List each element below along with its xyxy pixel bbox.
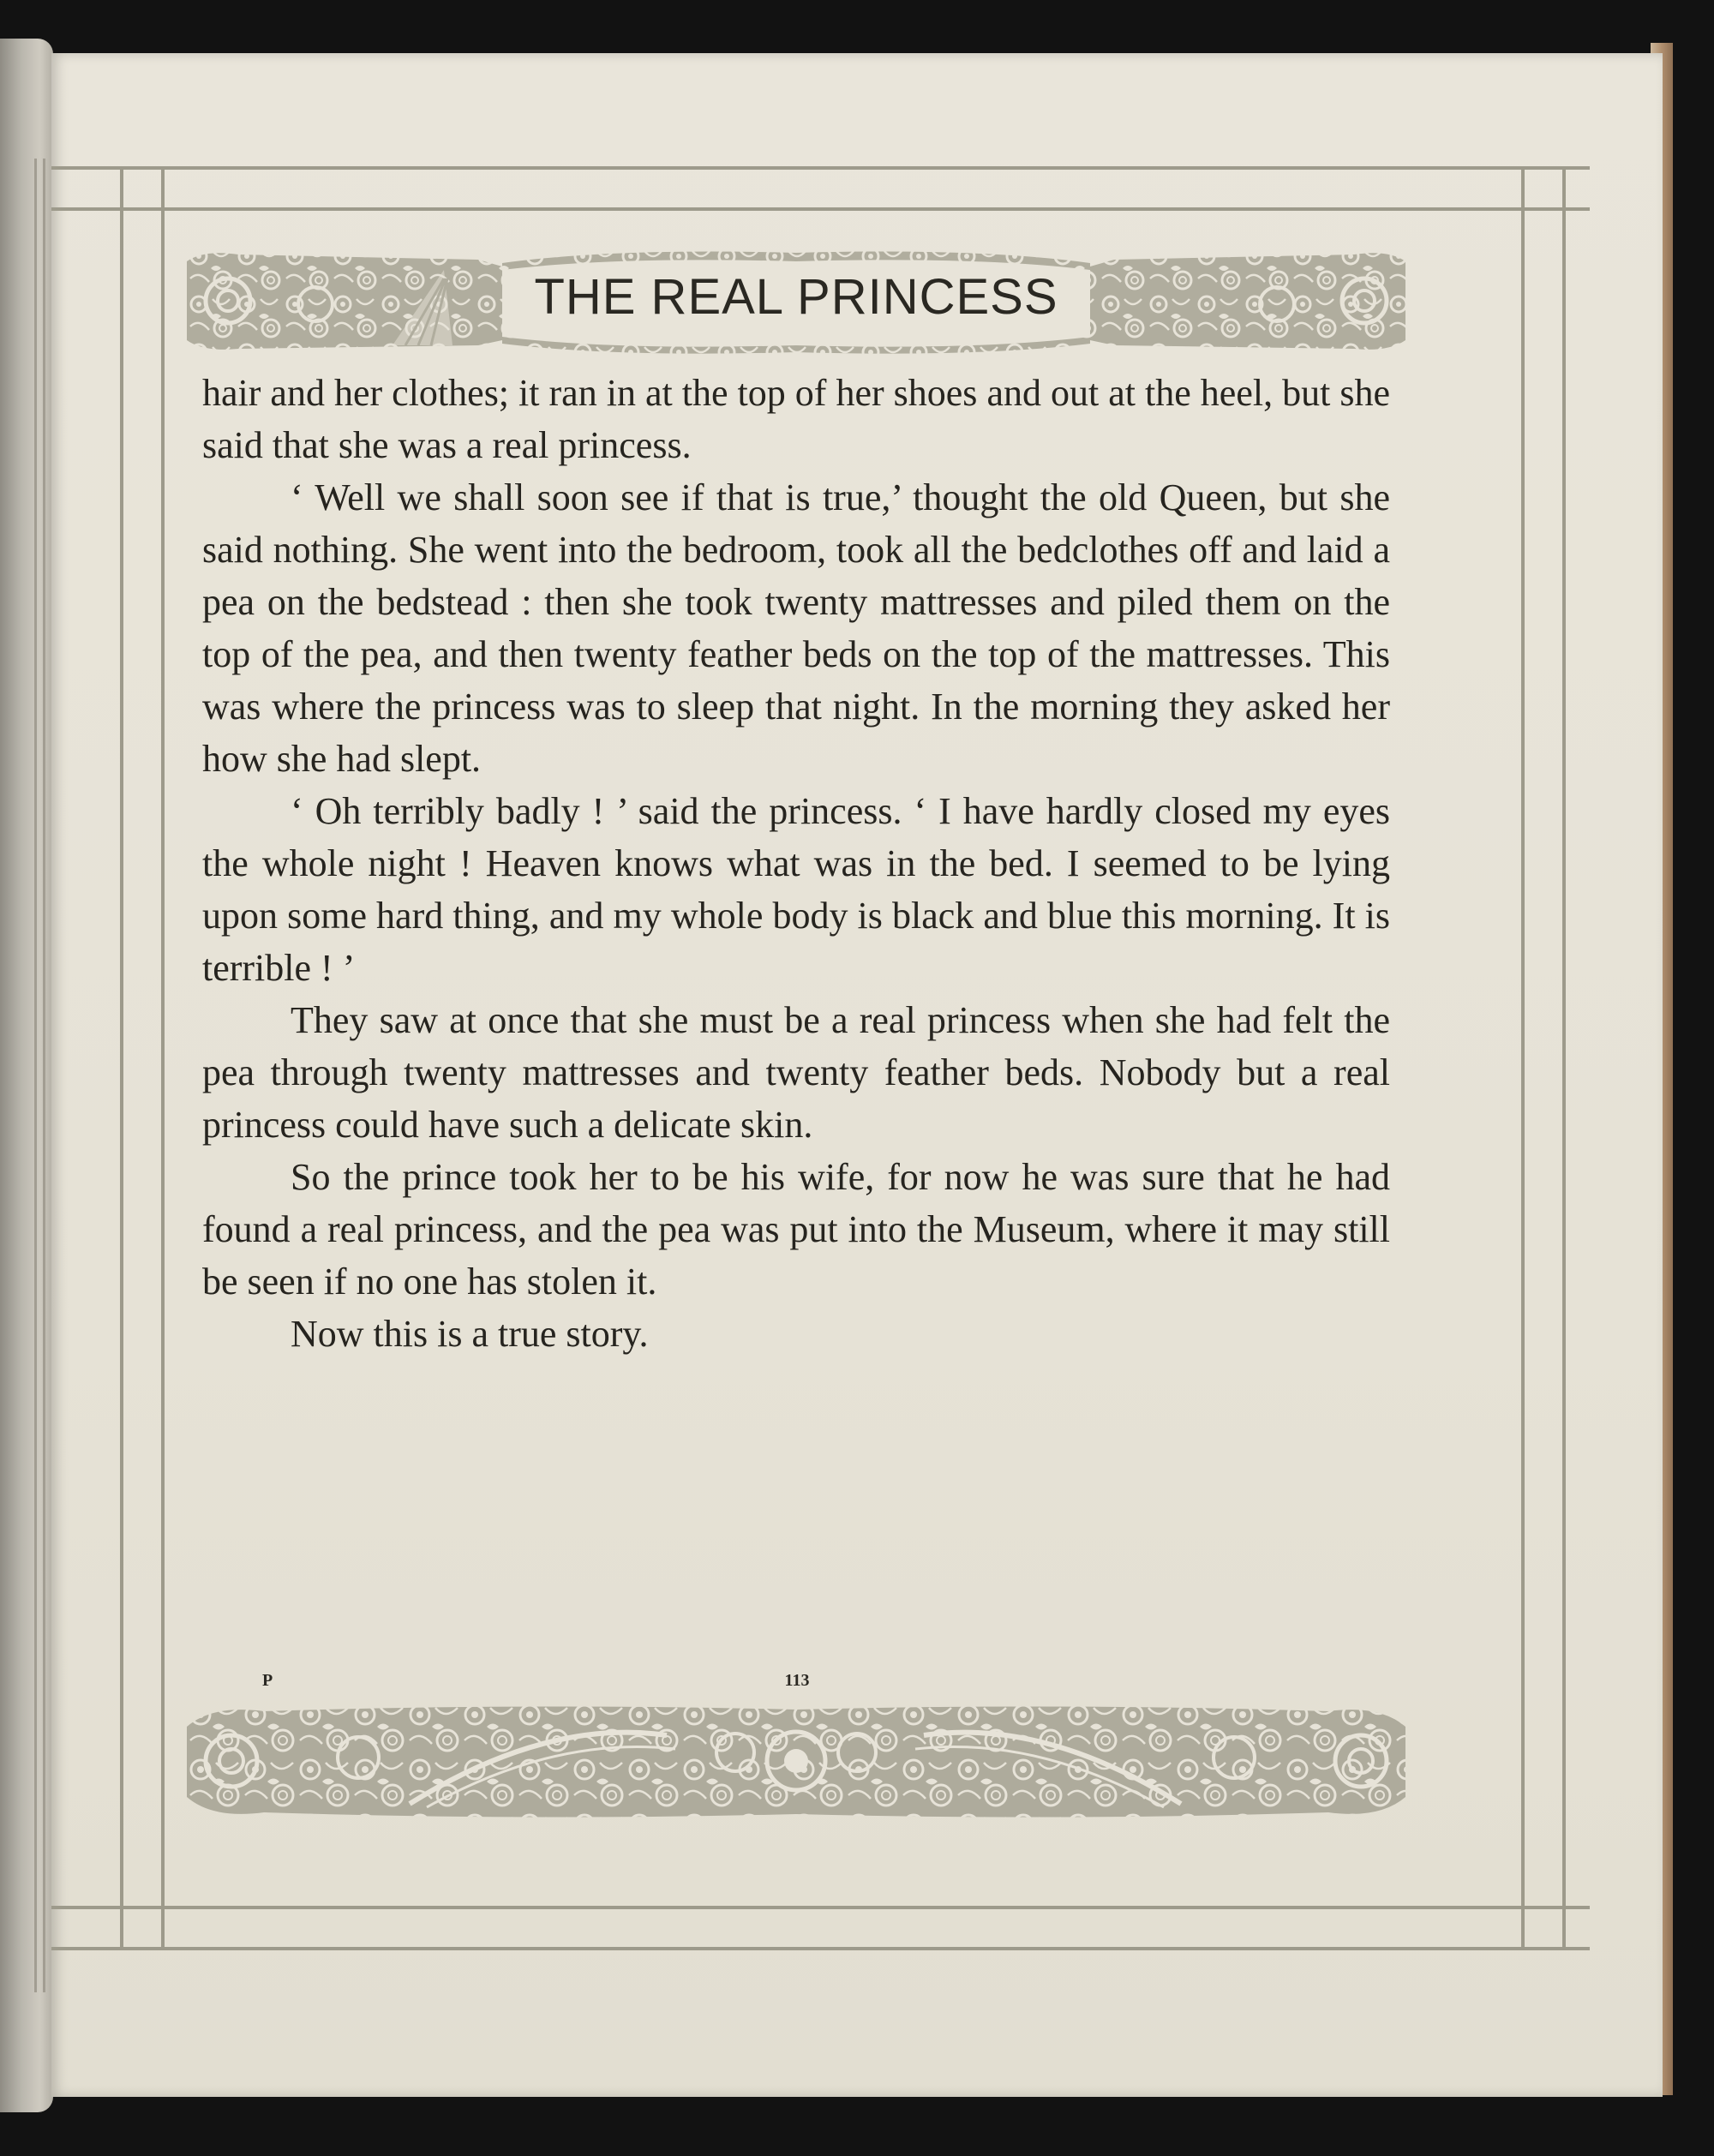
title-banner <box>187 244 1405 356</box>
paragraph: ‘ Oh terribly badly ! ’ said the princess. ‘ I have hardly closed my eyes the whole night ! Heaven knows what was in the bed. I seemed to be lying upon some hard thing, and my whole body is black and blue this morning. It is terrible ! ’ <box>202 790 1390 989</box>
paragraph: hair and her clothes; it ran in at the top of her shoes and out at the heel, but she said that she was a real princess. <box>202 372 1390 466</box>
frame-left-inner <box>161 166 165 1950</box>
frame-right-outer <box>1562 166 1566 1950</box>
previous-page-frame-line <box>34 159 37 1992</box>
frame-bottom-inner <box>51 1947 1590 1950</box>
frame-left-outer <box>120 166 123 1950</box>
frame-right-inner <box>1521 166 1525 1950</box>
page-number: 113 <box>784 1671 810 1690</box>
signature-mark: P <box>262 1671 273 1690</box>
frame-top-outer <box>51 166 1590 170</box>
story-text <box>202 367 1390 1360</box>
paragraph: They saw at once that she must be a real princess when she had felt the pea through twenty mattresses and twenty feather beds. Nobody but a real princess could have such a delicate skin. <box>202 999 1390 1146</box>
frame-top-inner <box>51 207 1590 211</box>
bottom-ornament <box>187 1701 1405 1821</box>
paragraph: ‘ Well we shall soon see if that is true,’ thought the old Queen, but she said nothing. She went into the bedroom, took all the bedclothes off and laid a pea on the bedstead : then she took twenty mattresses and piled them on the top of the pea, and then twenty feather beds on the top of the mattresses. This was where the princess was to sleep that night. In the morning they asked her how she had slept. <box>202 476 1390 780</box>
paragraph: So the prince took her to be his wife, for now he was sure that he had found a real princess, and the pea was put into the Museum, where it may still be seen if no one has stolen it. <box>202 1156 1390 1303</box>
frame-bottom-outer <box>51 1906 1590 1909</box>
previous-page-edge <box>0 39 53 2112</box>
page-title: THE REAL PRINCESS <box>534 269 1058 325</box>
previous-page-frame-line <box>43 159 45 1992</box>
floral-band-ornament-icon <box>187 1701 1405 1821</box>
paragraph: Now this is a true story. <box>291 1313 649 1355</box>
